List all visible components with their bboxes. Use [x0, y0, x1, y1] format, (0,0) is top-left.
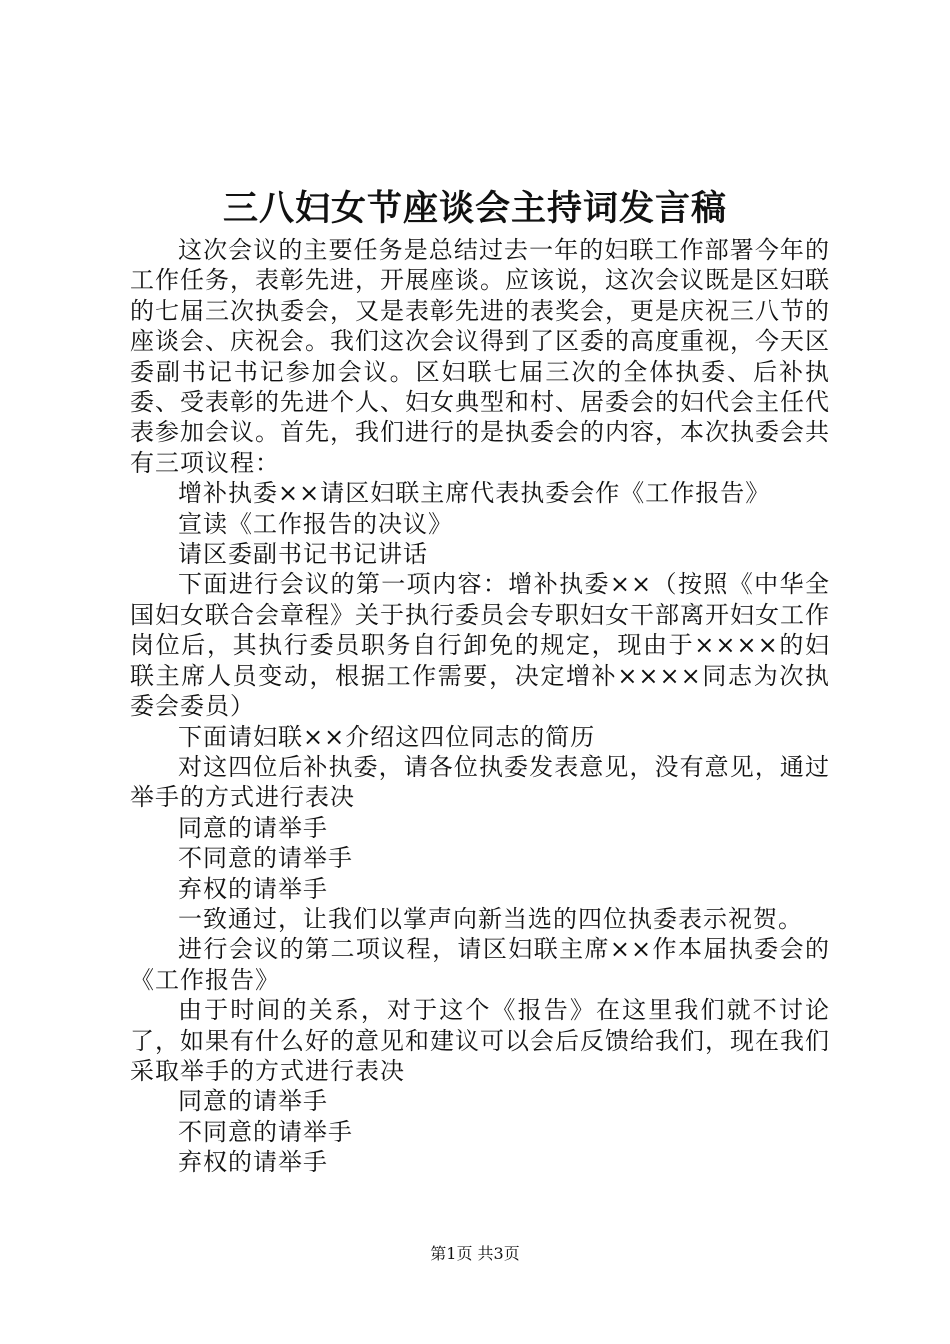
- paragraph: 同意的请举手: [178, 1087, 328, 1116]
- paragraph: 不同意的请举手: [178, 844, 353, 873]
- paragraph: 弃权的请举手: [178, 874, 328, 903]
- paragraph: 由于时间的关系，对于这个《报告》在这里我们就不讨论了，如果有什么好的意见和建议可以会后反馈给我们，现在我们采取举手的方式进行表决: [130, 996, 830, 1085]
- paragraph: 下面进行会议的第一项内容：增补执委××（按照《中华全国妇女联合会章程》关于执行委员会专职妇女干部离开妇女工作岗位后，其执行委员职务自行卸免的规定，现由于××××的妇联主席人员变动，根据工作需要，决定增补××××同志为次执委会委员）: [130, 570, 830, 721]
- paragraph: 同意的请举手: [178, 813, 328, 842]
- paragraph: 对这四位后补执委，请各位执委发表意见，没有意见，通过举手的方式进行表决: [130, 752, 830, 812]
- paragraph: 不同意的请举手: [178, 1117, 353, 1146]
- document-body: [130, 235, 830, 1178]
- paragraph: 进行会议的第二项议程，请区妇联主席××作本届执委会的《工作报告》: [130, 935, 830, 994]
- paragraph: 请区委副书记书记讲话: [178, 540, 428, 569]
- paragraph: 宣读《工作报告的决议》: [178, 509, 453, 538]
- paragraph: 一致通过，让我们以掌声向新当选的四位执委表示祝贺。: [178, 904, 803, 933]
- paragraph: 这次会议的主要任务是总结过去一年的妇联工作部署今年的工作任务，表彰先进，开展座谈。应该说，这次会议既是区妇联的七届三次执委会，又是表彰先进的表奖会，更是庆祝三八节的座谈会、庆祝会。我们这次会议得到了区委的高度重视，今天区委副书记书记参加会议。区妇联七届三次的全体执委、后补执委、受表彰的先进个人、妇女典型和村、居委会的妇代会主任代表参加会议。首先，我们进行的是执委会的内容，本次执委会共有三项议程：: [130, 236, 830, 477]
- paragraph: 增补执委××请区妇联主席代表执委会作《工作报告》: [178, 479, 771, 508]
- page-number: 第1页 共3页: [430, 1244, 520, 1263]
- document-title: 三八妇女节座谈会主持词发言稿: [222, 188, 727, 229]
- paragraph: 下面请妇联××介绍这四位同志的简历: [178, 722, 596, 751]
- paragraph: 弃权的请举手: [178, 1148, 328, 1177]
